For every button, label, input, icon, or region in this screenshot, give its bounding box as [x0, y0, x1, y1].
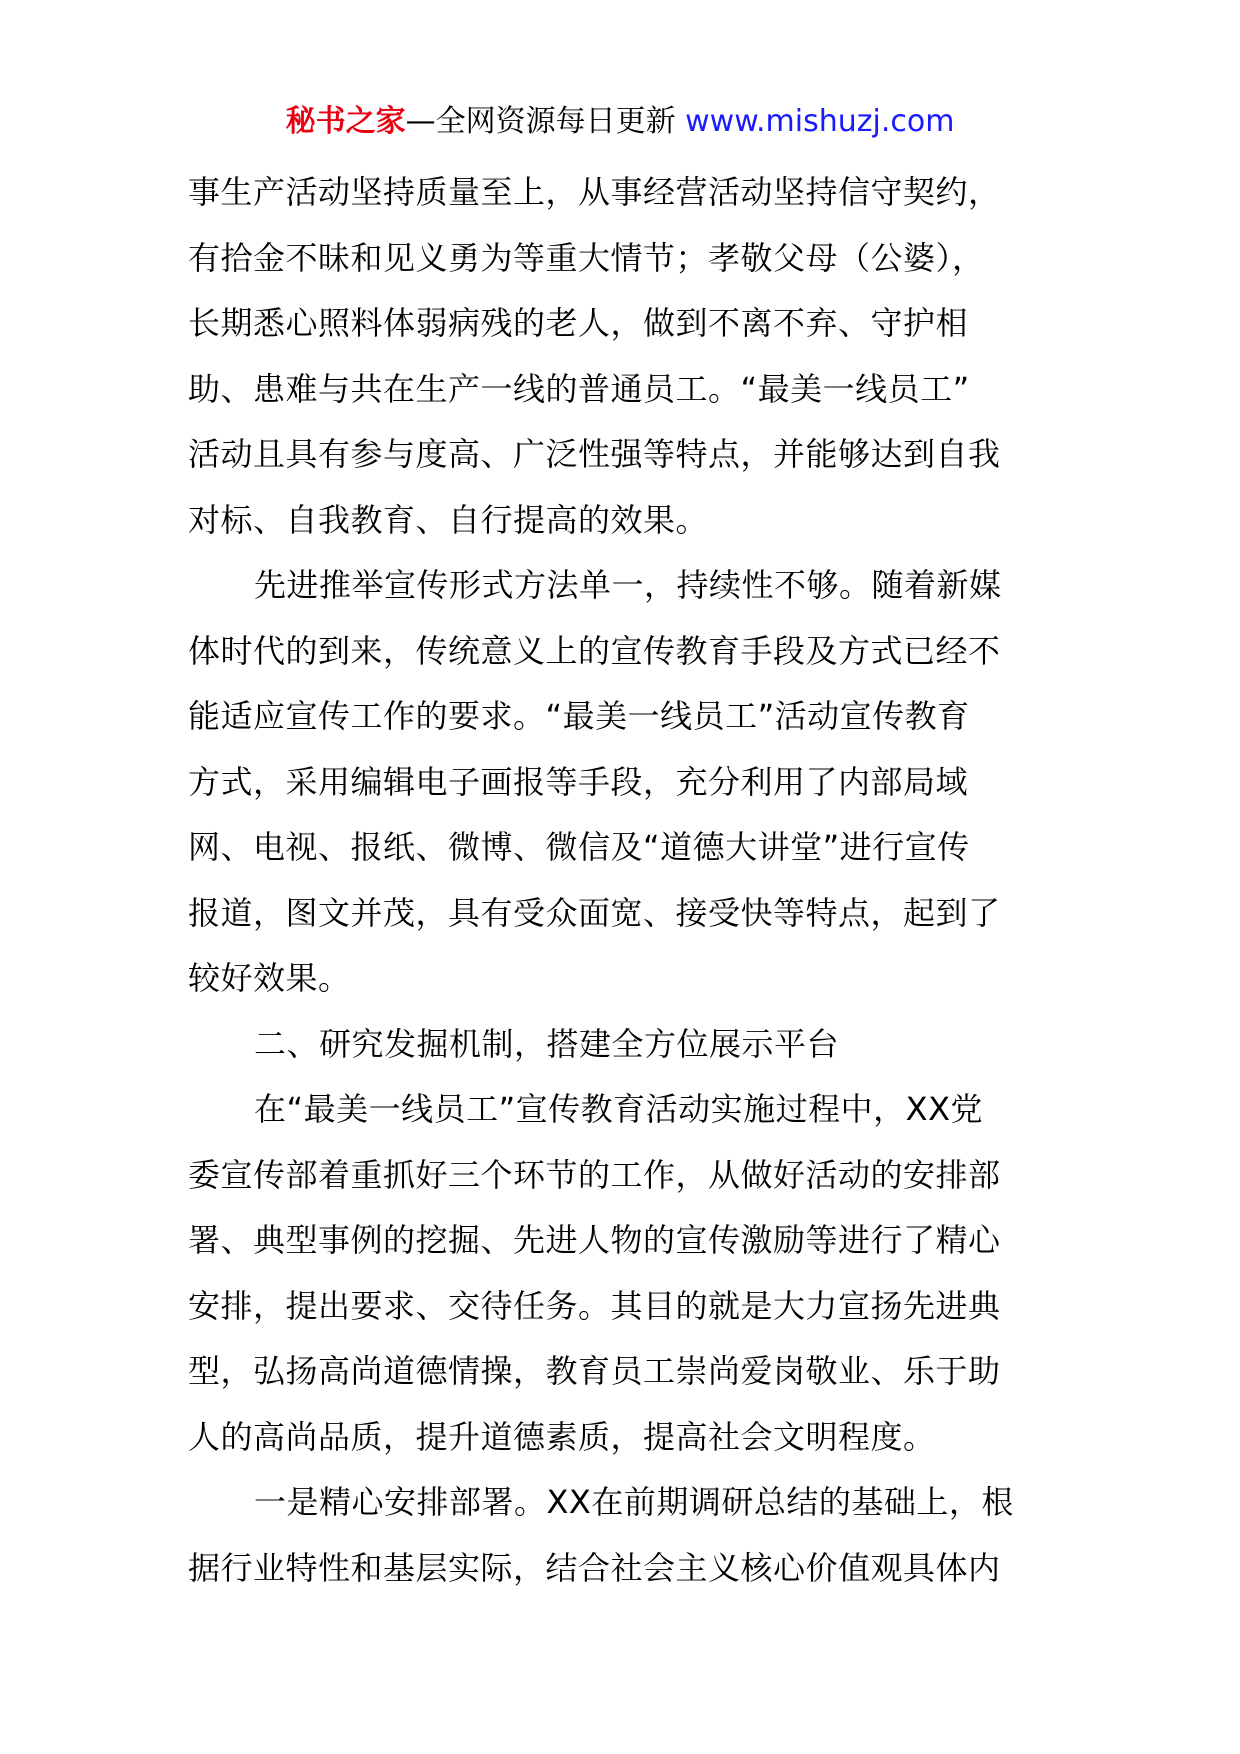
text-line: 体时代的到来，传统意义上的宣传教育手段及方式已经不: [188, 631, 1001, 670]
brand-name: 秘书之家: [285, 104, 406, 139]
paragraph-start-line: 先进推举宣传形式方法单一，持续性不够。随着新媒: [254, 566, 1002, 604]
text-line: 据行业特性和基层实际，结合社会主义核心价值观具体内: [188, 1548, 1001, 1587]
header-tagline: —全网资源每日更新: [405, 104, 676, 139]
paragraph-start-line: 在“最美一线员工”宣传教育活动实施过程中，XX党: [254, 1090, 984, 1128]
text-line: 助、患难与共在生产一线的普通员工。“最美一线员工”: [188, 369, 970, 408]
text-line: 能适应宣传工作的要求。“最美一线员工”活动宣传教育: [188, 697, 970, 735]
paragraph-start-line: 一是精心安排部署。XX在前期调研总结的基础上，根: [254, 1483, 1014, 1521]
text-line: 委宣传部着重抓好三个环节的工作，从做好活动的安排部: [188, 1155, 1001, 1194]
text-line: 报道，图文并茂，具有受众面宽、接受快等特点，起到了: [188, 893, 1001, 932]
text-line: 型，弘扬高尚道德情操，教育员工崇尚爱岗敬业、乐于助: [188, 1352, 1001, 1390]
text-line: 安排，提出要求、交待任务。其目的就是大力宣扬先进典: [188, 1286, 1001, 1325]
text-line: 长期悉心照料体弱病残的老人，做到不离不弃、守护相: [188, 304, 969, 342]
text-line: 较好效果。: [188, 959, 351, 997]
text-line: 方式，采用编辑电子画报等手段，充分利用了内部局域: [188, 762, 969, 801]
text-line: 网、电视、报纸、微博、微信及“道德大讲堂”进行宣传: [188, 828, 970, 866]
text-line: 事生产活动坚持质量至上，从事经营活动坚持信守契约，: [188, 173, 1001, 211]
text-line: 署、典型事例的挖掘、先进人物的宣传激励等进行了精心: [188, 1221, 1001, 1259]
page-header: [0, 100, 1240, 144]
text-line: 有拾金不昧和见义勇为等重大情节；孝敬父母（公婆），: [188, 238, 985, 277]
site-url-link[interactable]: www.mishuzj.com: [685, 104, 955, 139]
text-line: 人的高尚品质，提升道德素质，提高社会文明程度。: [188, 1417, 936, 1456]
document-body: [188, 160, 1058, 1601]
section-heading: 二、研究发掘机制，搭建全方位展示平台: [254, 1024, 840, 1063]
text-line: 活动且具有参与度高、广泛性强等特点，并能够达到自我: [188, 435, 1001, 473]
text-line: 对标、自我教育、自行提高的效果。: [188, 500, 709, 539]
